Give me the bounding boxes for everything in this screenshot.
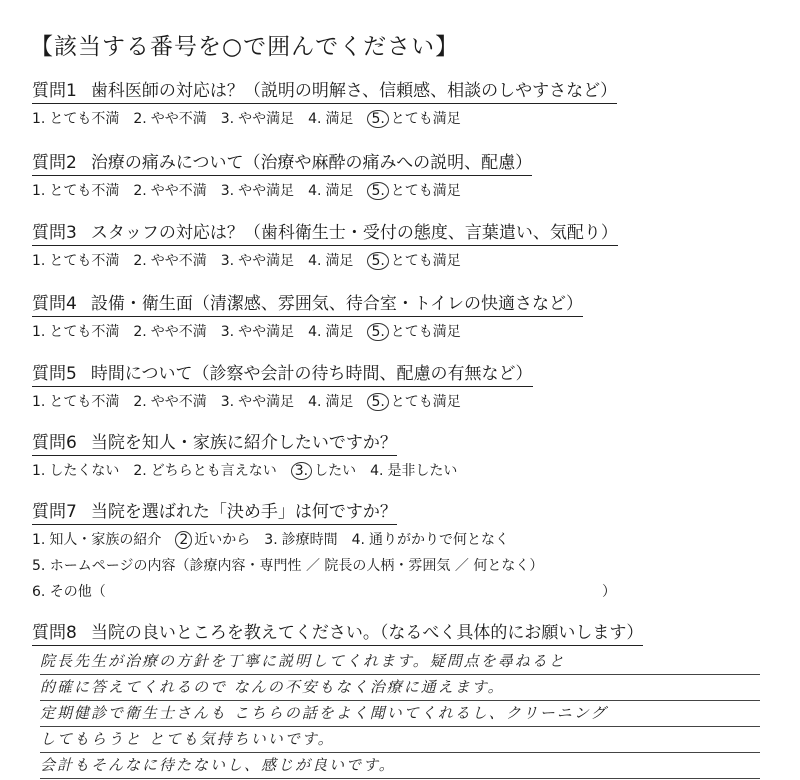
option-1[interactable] [32, 253, 119, 269]
question-1 [32, 76, 772, 128]
option-label: 近いから [194, 532, 251, 548]
option-number: 3. [220, 253, 235, 269]
option-3[interactable] [291, 463, 356, 479]
option-3[interactable] [221, 253, 294, 269]
option-5[interactable] [367, 111, 460, 127]
option-2[interactable] [175, 532, 250, 548]
question-title [32, 76, 617, 104]
question-title [32, 148, 532, 176]
answer-line: 定期健診で衛生士さんも こちらの話をよく聞いてくれるし、クリーニング [40, 700, 760, 727]
option-label: とても満足 [390, 324, 461, 340]
question-text: スタッフの対応は？（歯科衛生士・受付の態度、言葉遣い、気配り） [90, 223, 618, 243]
question-6 [32, 428, 772, 480]
options-row [32, 180, 772, 200]
question-title [32, 618, 643, 646]
option-label: やや満足 [238, 324, 295, 340]
option-number: 4. [308, 394, 322, 410]
question-title [32, 289, 583, 317]
option-1[interactable] [32, 463, 119, 479]
option-number: 3. [291, 462, 312, 480]
option-4[interactable] [352, 532, 509, 548]
option-2[interactable] [133, 253, 206, 269]
question-5 [32, 359, 772, 411]
option-label: やや満足 [238, 253, 295, 269]
option-number: 1. [32, 463, 46, 479]
question-title [32, 497, 397, 525]
question-number: 質問8 [32, 623, 77, 643]
option-number: 2. [133, 253, 147, 269]
option-label: したくない [49, 463, 120, 479]
option-number: 3. [220, 324, 235, 340]
question-4 [32, 289, 772, 341]
option-label: 診療時間 [281, 532, 338, 548]
option-label: やや満足 [238, 183, 295, 199]
option-label: したい [314, 463, 357, 479]
option-label: 満足 [325, 394, 354, 410]
answer-line: してもらうと とても気持ちいいです。 [40, 726, 760, 753]
question-text: 治療の痛みについて（治療や麻酔の痛みへの説明、配慮） [90, 153, 533, 173]
option-label: やや不満 [150, 111, 207, 127]
option-number: 2. [133, 183, 147, 199]
option-1[interactable] [32, 324, 119, 340]
option-number: 4. [308, 183, 322, 199]
options-row [32, 108, 772, 128]
option-4[interactable] [308, 183, 353, 199]
question-number: 質問7 [32, 502, 77, 522]
question-number: 質問2 [32, 153, 77, 173]
option-number: 2. [133, 394, 147, 410]
option-3[interactable] [221, 183, 294, 199]
option-other-close: ） [602, 584, 616, 600]
option-1[interactable] [32, 111, 119, 127]
question-title [32, 428, 397, 456]
question-text: 当院を選ばれた「決め手」は何ですか？ [90, 502, 397, 522]
answer-line: 的確に答えてくれるので なんの不安もなく治療に通えます。 [40, 674, 760, 701]
question-text: 歯科医師の対応は？（説明の明解さ、信頼感、相談のしやすさなど） [90, 81, 618, 101]
options-row [32, 321, 772, 341]
option-label: とても満足 [390, 394, 461, 410]
option-number: 4. [308, 111, 322, 127]
options-row [32, 529, 772, 549]
question-7 [32, 497, 772, 601]
option-4[interactable] [308, 394, 353, 410]
option-other[interactable] [32, 581, 772, 601]
question-2 [32, 148, 772, 200]
option-2[interactable] [133, 183, 206, 199]
option-label: 満足 [325, 111, 354, 127]
option-label: やや不満 [150, 394, 207, 410]
option-label: 満足 [325, 183, 354, 199]
question-title [32, 359, 533, 387]
option-4[interactable] [370, 463, 457, 479]
option-number: 5. [367, 393, 388, 411]
option-label: やや満足 [238, 394, 295, 410]
option-label: 満足 [325, 253, 354, 269]
option-label: とても満足 [390, 183, 461, 199]
option-label: とても不満 [49, 183, 120, 199]
option-number: 5. [367, 252, 388, 270]
option-label: やや不満 [150, 324, 207, 340]
options-row [32, 460, 772, 480]
option-number: 3. [220, 111, 235, 127]
option-number: 5. [367, 110, 388, 128]
option-3[interactable] [221, 324, 294, 340]
option-number: 2. [133, 111, 147, 127]
option-number: 5. [367, 323, 388, 341]
option-label: どちらとも言えない [150, 463, 277, 479]
option-number: 2. [133, 463, 147, 479]
options-row [32, 250, 772, 270]
question-8 [32, 618, 772, 646]
instruction-header: 【該当する番号を○で囲んでください】 [30, 34, 460, 60]
question-number: 質問3 [32, 223, 77, 243]
option-1[interactable] [32, 532, 161, 548]
option-label: 通りがかりで何となく [369, 532, 509, 548]
option-label: とても満足 [390, 253, 461, 269]
option-number: 3. [220, 183, 235, 199]
option-number: 5. [367, 182, 388, 200]
option-3[interactable] [264, 532, 337, 548]
option-number: 4. [308, 324, 322, 340]
option-4[interactable] [308, 253, 353, 269]
options-row [32, 391, 772, 411]
option-label: 是非したい [387, 463, 458, 479]
question-text: 設備・衛生面（清潔感、雰囲気、待合室・トイレの快適さなど） [90, 294, 583, 314]
question-text: 当院の良いところを教えてください。（なるべく具体的にお願いします） [90, 623, 644, 643]
option-number: 1. [32, 253, 46, 269]
option-number: 3. [220, 394, 235, 410]
option-number: 2. [133, 324, 147, 340]
option-number: 2 [175, 531, 192, 549]
option-label: やや不満 [150, 183, 207, 199]
option-number: 1. [32, 532, 46, 548]
question-title [32, 218, 618, 246]
option-2[interactable] [133, 463, 276, 479]
option-5[interactable] [367, 183, 460, 199]
option-3[interactable] [221, 111, 294, 127]
option-5[interactable] [367, 394, 460, 410]
option-label: とても満足 [390, 111, 461, 127]
option-number: 1. [32, 111, 46, 127]
question-number: 質問4 [32, 294, 77, 314]
question-text: 時間について（診察や会計の待ち時間、配慮の有無など） [90, 364, 533, 384]
option-label: 満足 [325, 324, 354, 340]
option-2[interactable] [133, 111, 206, 127]
option-2[interactable] [133, 324, 206, 340]
option-label: とても不満 [49, 324, 120, 340]
option-number: 4. [370, 463, 384, 479]
question-number: 質問1 [32, 81, 77, 101]
answer-line: 会計もそんなに待たないし、感じが良いです。 [40, 752, 760, 779]
option-label: 知人・家族の紹介 [49, 532, 162, 548]
option-number: 1. [32, 394, 46, 410]
option-5[interactable] [367, 324, 460, 340]
question-number: 質問6 [32, 433, 77, 453]
option-4[interactable] [308, 111, 353, 127]
option-5[interactable] [367, 253, 460, 269]
option-number: 1. [32, 183, 46, 199]
option-2[interactable] [133, 394, 206, 410]
option-number: 4. [351, 532, 365, 548]
question-text: 当院を知人・家族に紹介したいですか？ [90, 433, 397, 453]
answer-line: 院長先生が治療の方針を丁寧に説明してくれます。疑問点を尋ねると [40, 648, 760, 675]
option-number: 1. [32, 324, 46, 340]
question-3 [32, 218, 772, 270]
option-homepage[interactable]: 5. ホームページの内容（診療内容・専門性 ／ 院長の人柄・雰囲気 ／ 何となく） [32, 558, 544, 574]
option-1[interactable] [32, 183, 119, 199]
option-4[interactable] [308, 324, 353, 340]
option-label: とても不満 [49, 394, 120, 410]
option-label: とても不満 [49, 111, 120, 127]
option-other-label: 6. その他（ [32, 584, 106, 600]
option-3[interactable] [221, 394, 294, 410]
option-label: やや不満 [150, 253, 207, 269]
option-label: やや満足 [238, 111, 295, 127]
option-number: 3. [264, 532, 278, 548]
option-1[interactable] [32, 394, 119, 410]
question-number: 質問5 [32, 364, 77, 384]
option-number: 4. [308, 253, 322, 269]
option-label: とても不満 [49, 253, 120, 269]
